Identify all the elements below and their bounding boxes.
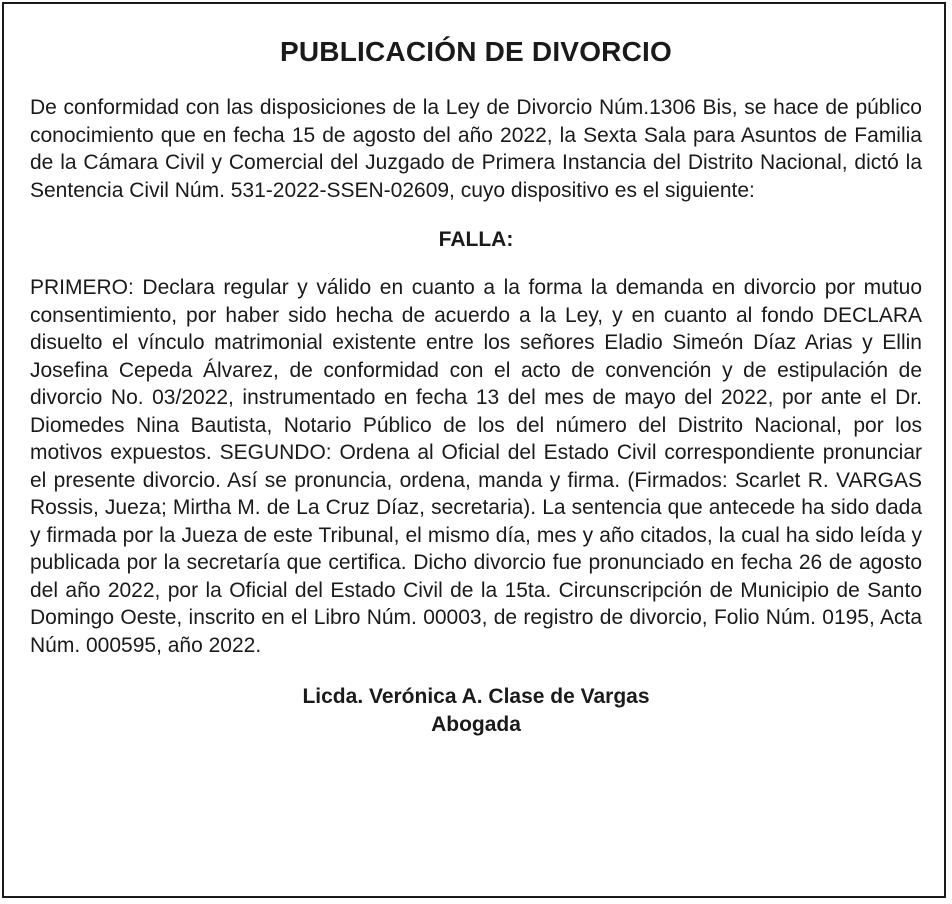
falla-heading: FALLA: [438, 228, 514, 251]
notice-title: PUBLICACIÓN DE DIVORCIO [280, 36, 672, 67]
intro-paragraph: De conformidad con las disposiciones de la Ley de Divorcio Núm.1306 Bis, se hace de público conocimiento que en fecha 15 de agosto del año 2022, la Sexta Sala para Asuntos de Familia de la Cámara Civil y Comercial del Juzgado de Primera Instancia del Distrito Nacional, dictó la Sentencia Civil Núm. 531-2022-SSEN-02609, cuyo dispositivo es el siguiente: [30, 96, 922, 202]
notice-frame [2, 2, 946, 898]
signer-name: Licda. Verónica A. Clase de Vargas [302, 685, 650, 708]
signature-block [30, 683, 922, 739]
ruling-paragraph: PRIMERO: Declara regular y válido en cuanto a la forma la demanda en divorcio por mutuo consentimiento, por haber sido hecha de acuerdo a la Ley, y en cuanto al fondo DECLARA disuelto el vínculo matrimonial existente entre los señores Eladio Simeón Díaz Arias y Ellin Josefina Cepeda Álvarez, de conformidad con el acto de convención y de estipulación de divorcio No. 03/2022, instrumentado en fecha 13 del mes de mayo del 2022, por ante el Dr. Diomedes Nina Bautista, Notario Público de los del número del Distrito Nacional, por los motivos expuestos. SEGUNDO: Ordena al Oficial del Estado Civil correspondiente pronunciar el presente divorcio. Así se pronuncia, ordena, manda y firma. (Firmados: Scarlet R. VARGAS Rossis, Jueza; Mirtha M. de La Cruz Díaz, secretaria). La sentencia que antecede ha sido dada y firmada por la Jueza de este Tribunal, el mismo día, mes y año citados, la cual ha sido leída y publicada por la secretaría que certifica. Dicho divorcio fue pronunciado en fecha 26 de agosto del año 2022, por la Oficial del Estado Civil de la 15ta. Circunscripción de Municipio de Santo Domingo Oeste, inscrito en el Libro Núm. 00003, de registro de divorcio, Folio Núm. 0195, Acta Núm. 000595, año 2022. [30, 276, 922, 657]
signer-role: Abogada [431, 713, 521, 736]
notice-content [30, 4, 922, 739]
